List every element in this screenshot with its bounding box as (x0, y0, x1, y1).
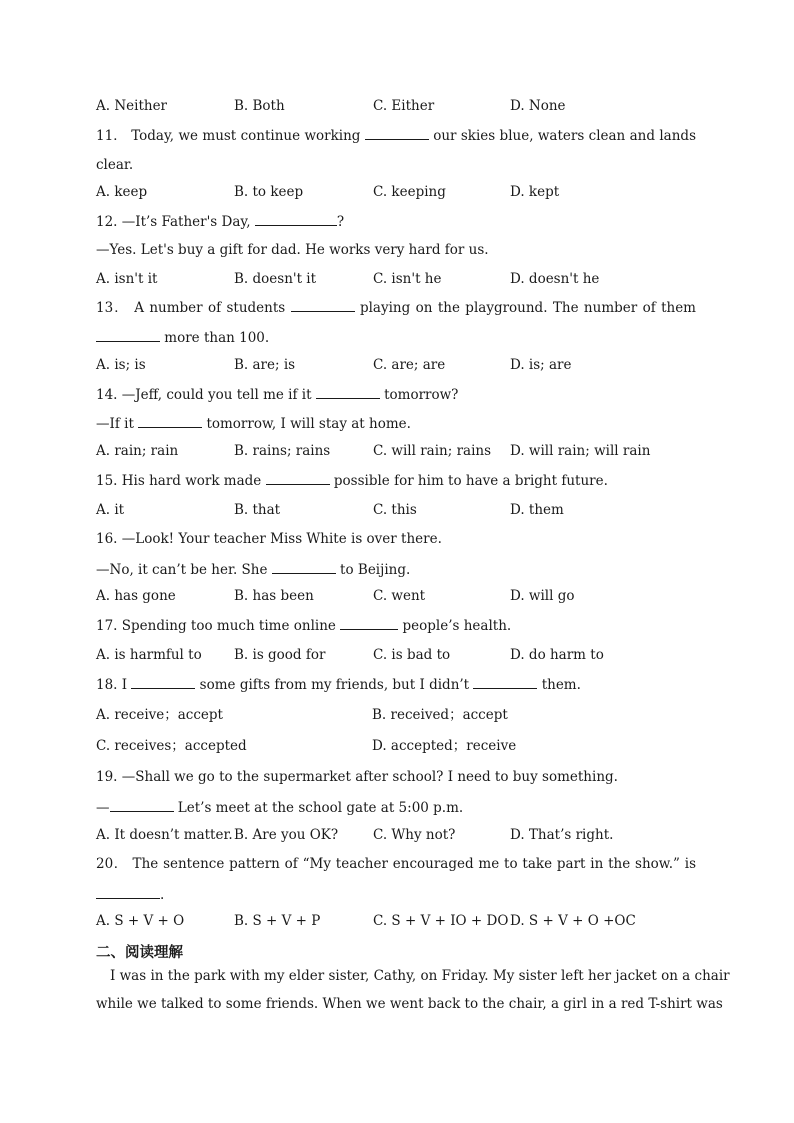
answer-blank (340, 615, 398, 630)
option-a: A. isn't it (96, 271, 158, 287)
answer-blank (291, 297, 355, 312)
reading-line-1: I was in the park with my elder sister, Cathy, on Friday. My sister left her jacket on a chair (110, 968, 730, 984)
q16-options (96, 586, 696, 606)
question-13 (96, 297, 696, 317)
option-c: C. went (373, 588, 426, 604)
question-11 (96, 125, 696, 145)
question-20: 20． The sentence pattern of “My teacher encouraged me to take part in the show.” is (96, 856, 696, 872)
q12-options (96, 269, 696, 289)
q18-options-row2 (96, 736, 696, 756)
option-d: D. None (510, 98, 566, 114)
option-b: B. doesn't it (234, 271, 317, 287)
q16-response-start: —No, it can’t be her. She (96, 562, 272, 578)
option-d: D. them (510, 502, 564, 518)
option-a: A. is harmful to (96, 647, 202, 663)
option-a: A. rain; rain (96, 443, 179, 459)
option-b: B. rains; rains (234, 443, 331, 459)
option-a: A. it (96, 502, 125, 518)
option-c: C. will rain; rains (373, 443, 492, 459)
q13-continuation (96, 327, 696, 347)
question-15 (96, 470, 696, 490)
option-d: D. is; are (510, 357, 572, 373)
q19-response (96, 797, 696, 817)
option-c: C. is bad to (373, 647, 451, 663)
q19-response-end: Let’s meet at the school gate at 5:00 p.m. (173, 800, 464, 816)
answer-blank (110, 797, 174, 812)
question-19: 19. —Shall we go to the supermarket after school? I need to buy something. (96, 769, 618, 785)
q11-stem-start: 11． Today, we must continue working (96, 128, 365, 144)
option-d: D. do harm to (510, 647, 604, 663)
q11-options (96, 182, 696, 202)
option-b: B. Both (234, 98, 285, 114)
option-a: A. Neither (96, 98, 168, 114)
q13-options (96, 355, 696, 375)
answer-blank (96, 884, 160, 899)
q13-stem-end: playing on the playground. The number of them (354, 300, 696, 316)
option-a: A. keep (96, 184, 148, 200)
option-c: C. this (373, 502, 417, 518)
q20-continuation-text: . (160, 887, 165, 903)
option-a: A. S + V + O (96, 913, 185, 929)
option-c: C. are; are (373, 357, 446, 373)
option-b: B. Are you OK? (234, 827, 339, 843)
question-14 (96, 384, 696, 404)
answer-blank (131, 674, 195, 689)
option-b: B. S + V + P (234, 913, 321, 929)
option-b: B. is good for (234, 647, 326, 663)
question-16: 16. —Look! Your teacher Miss White is over there. (96, 531, 442, 547)
q18-options-row1 (96, 705, 696, 725)
option-b: B. to keep (234, 184, 304, 200)
q17-options (96, 645, 696, 665)
q14-response (96, 413, 696, 433)
reading-line-2: while we talked to some friends. When we went back to the chair, a girl in a red T-shirt was (96, 996, 723, 1012)
option-b: B. that (234, 502, 281, 518)
answer-blank (272, 559, 336, 574)
q18-stem-middle: some gifts from my friends, but I didn’t (195, 677, 474, 693)
q18-stem-end: them. (537, 677, 581, 693)
q14-stem-start: 14. —Jeff, could you tell me if it (96, 387, 316, 403)
option-d: D. That’s right. (510, 827, 614, 843)
option-a: A. It doesn’t matter. (96, 827, 233, 843)
option-c: C. receives；accepted (96, 738, 247, 754)
answer-blank (365, 125, 429, 140)
option-d: D. will go (510, 588, 575, 604)
question-12 (96, 211, 696, 231)
q19-response-start: — (96, 800, 110, 816)
answer-blank (473, 674, 537, 689)
option-b: B. has been (234, 588, 314, 604)
q11-stem-end: our skies blue, waters clean and lands (428, 128, 696, 144)
q12-response: —Yes. Let's buy a gift for dad. He works very hard for us. (96, 242, 489, 258)
q14-response-end: tomorrow, I will stay at home. (202, 416, 411, 432)
q16-response (96, 559, 696, 579)
q12-stem-end: ? (336, 214, 345, 230)
answer-blank (316, 384, 380, 399)
question-17 (96, 615, 696, 635)
option-d: D. will rain; will rain (510, 443, 651, 459)
q20-continuation (96, 884, 696, 904)
answer-blank (96, 327, 160, 342)
q11-continuation: clear. (96, 157, 134, 173)
option-d: D. doesn't he (510, 271, 600, 287)
q13-stem-start: 13． A number of students (96, 300, 291, 316)
option-a: A. receive；accept (96, 707, 223, 723)
option-a: A. is; is (96, 357, 146, 373)
option-b: B. are; is (234, 357, 296, 373)
q14-options (96, 441, 696, 461)
q12-stem-start: 12. —It’s Father's Day, (96, 214, 255, 230)
q19-options (96, 825, 696, 845)
option-d: D. kept (510, 184, 560, 200)
q16-response-end: to Beijing. (335, 562, 411, 578)
q15-stem-start: 15. His hard work made (96, 473, 266, 489)
answer-blank (255, 211, 337, 226)
q17-stem-start: 17. Spending too much time online (96, 618, 341, 634)
option-d: D. S + V + O +OC (510, 913, 636, 929)
answer-blank (138, 413, 202, 428)
option-c: C. S + V + IO + DO (373, 913, 509, 929)
q10-options (96, 96, 696, 116)
option-a: A. has gone (96, 588, 176, 604)
option-d: D. accepted；receive (372, 738, 517, 754)
q15-stem-end: possible for him to have a bright future. (329, 473, 608, 489)
option-b: B. received；accept (372, 707, 508, 723)
q18-stem-start: 18. I (96, 677, 132, 693)
option-c: C. Either (373, 98, 435, 114)
q20-options (96, 911, 696, 931)
section-heading: 二、阅读理解 (96, 945, 183, 961)
q15-options (96, 500, 696, 520)
option-c: C. Why not? (373, 827, 456, 843)
q13-continuation-text: more than 100. (160, 330, 270, 346)
question-18 (96, 674, 696, 694)
answer-blank (266, 470, 330, 485)
q14-response-start: —If it (96, 416, 139, 432)
q14-stem-end: tomorrow? (379, 387, 459, 403)
option-c: C. keeping (373, 184, 446, 200)
option-c: C. isn't he (373, 271, 442, 287)
q17-stem-end: people’s health. (398, 618, 512, 634)
